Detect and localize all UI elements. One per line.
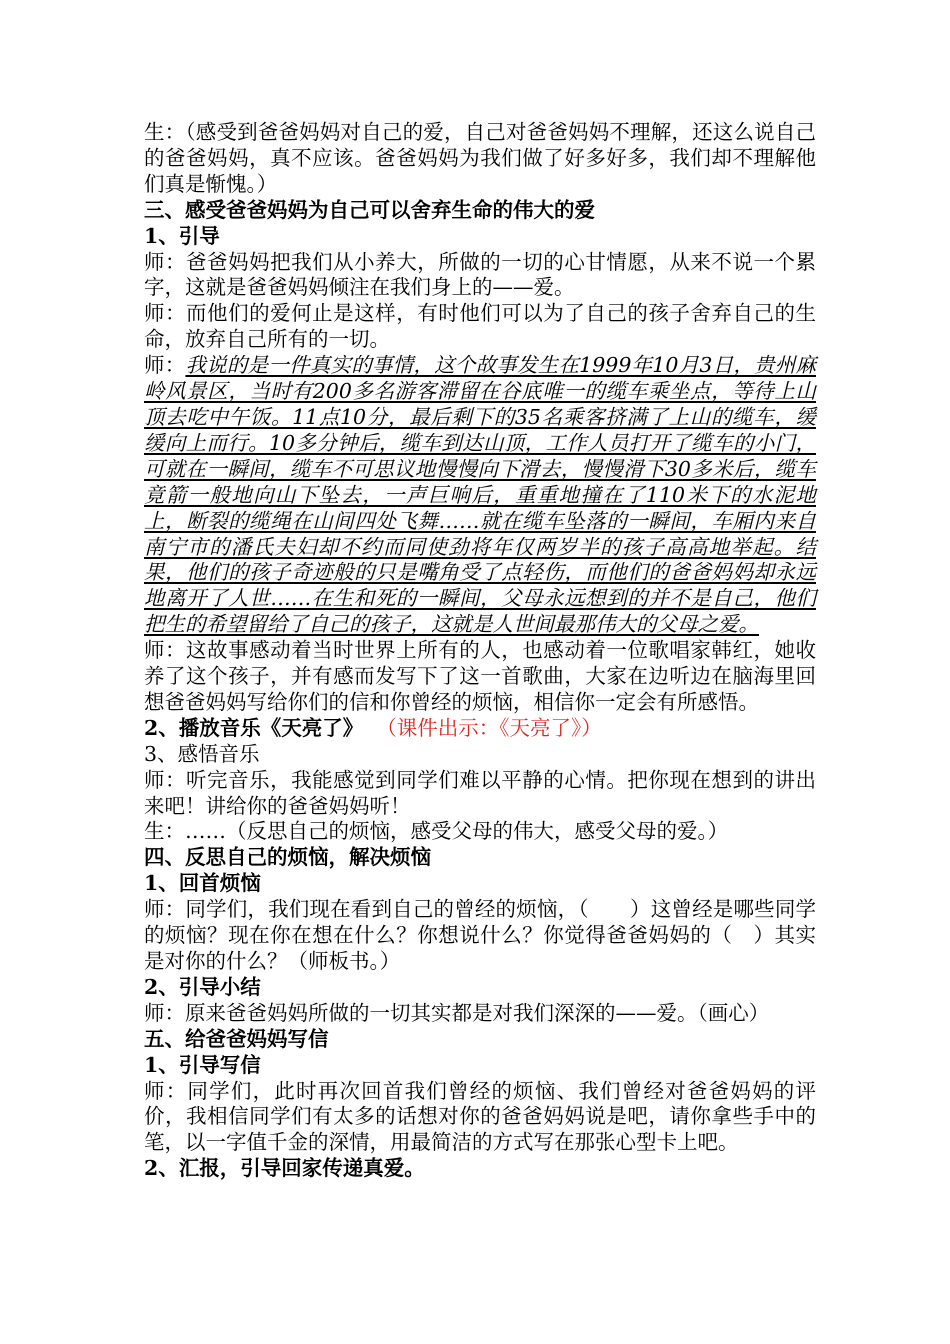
teacher-paragraph-1: 师：爸爸妈妈把我们从小养大，所做的一切的心甘情愿，从来不说一个累字，这就是爸爸妈妈倾注在我们身上的——爱。 [144,249,816,300]
story-text: 我说的是一件真实的事情，这个故事发生在1999年10月3日，贵州麻岭风景区，当时有200多名游客滞留在谷底唯一的缆车乘坐点，等待上山顶去吃中午饭。11点10分，最后剩下的35名乘客挤满了上山的缆车，缓缓向上而行。10多分钟后，缆车到达山顶，工作人员打开了缆车的小门，可就在一瞬间，缆车不可思议地慢慢向下滑去，慢慢滑下30多米后，缆车竟箭一般地向山下坠去，一声巨响后，重重地撞在了110米下的水泥地上，断裂的缆绳在山间四处飞舞……就在缆车坠落的一瞬间，车厢内来自南宁市的潘氏夫妇却不约而同使劲将年仅两岁半的孩子高高地举起。结果，他们的孩子奇迹般的只是嘴角受了点轻伤，而他们的爸爸妈妈却永远地离开了人世……在生和死的一瞬间，父母永远想到的并不是自己，他们把生的希望留给了自己的孩子，这就是人世间最那伟大的父母之爱。 [144,353,816,637]
section-5-step-2-heading: 2、汇报，引导回家传递真爱。 [144,1156,425,1181]
courseware-note: （课件出示：《天亮了》） [376,715,602,740]
teacher-paragraph-6: 师：原来爸爸妈妈所做的一切其实都是对我们深深的——爱。（画心） [144,1000,770,1025]
teacher-paragraph-5: 师：同学们，我们现在看到自己的曾经的烦恼，（ ）这曾经是哪些同学的烦恼？现在你在想在什么？你想说什么？你觉得爸爸妈妈的（ ）其实是对你的什么？（师板书。） [144,897,816,973]
section-5-step-1-heading: 1、引导写信 [144,1052,261,1077]
section-3-heading: 三、感受爸爸妈妈为自己可以舍弃生命的伟大的爱 [144,197,595,222]
section-4-step-1-heading: 1、回首烦恼 [144,871,261,896]
student-response-paragraph: 生：（感受到爸爸妈妈对自己的爱，自己对爸爸妈妈不理解，还这么说自己的爸爸妈妈，真不应该。爸爸妈妈为我们做了好多好多，我们却不理解他们真是惭愧。） [144,120,816,196]
teacher-paragraph-3: 师：这故事感动着当时世界上所有的人，也感动着一位歌唱家韩红，她收养了这个孩子，并有感而发写下了这一首歌曲，大家在边听边在脑海里回想爸爸妈妈写给你们的信和你曾经的烦恼，相信你一定会有所感悟。 [144,638,816,714]
section-3-step-3-label: 3、感悟音乐 [144,741,260,766]
section-4-step-2-heading: 2、引导小结 [144,974,261,999]
section-3-step-1-heading: 1、引导 [144,223,220,248]
student-paragraph-2: 生：……（反思自己的烦恼，感受父母的伟大，感受父母的爱。） [144,819,729,844]
story-speaker: 师： [144,353,186,378]
section-3-step-2-heading: 2、播放音乐《天亮了》 [144,715,364,740]
section-3-step-2-line [144,716,816,742]
section-4-heading: 四、反思自己的烦恼，解决烦恼 [144,845,431,870]
document-body [144,120,816,1182]
teacher-paragraph-7: 师：同学们，此时再次回首我们曾经的烦恼、我们曾经对爸爸妈妈的评价，我相信同学们有太多的话想对你的爸爸妈妈说是吧，请你拿些手中的笔，以一字值千金的深情，用最简洁的方式写在那张心型卡上吧。 [144,1078,816,1155]
section-5-heading: 五、给爸爸妈妈写信 [144,1026,329,1051]
story-paragraph [144,353,816,638]
teacher-paragraph-4: 师：听完音乐，我能感觉到同学们难以平静的心情。把你现在想到的讲出来吧！讲给你的爸爸妈妈听！ [144,767,816,818]
teacher-paragraph-2: 师：而他们的爱何止是这样，有时他们可以为了自己的孩子舍弃自己的生命，放弃自己所有的一切。 [144,301,816,352]
